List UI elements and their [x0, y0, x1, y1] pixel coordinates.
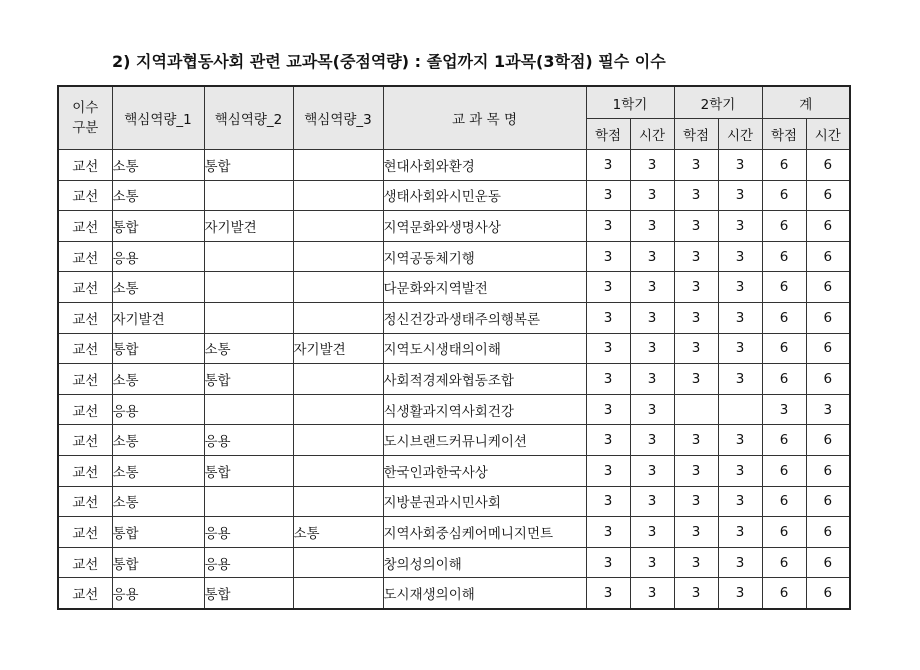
sem2-credits-cell: 3 — [674, 547, 718, 578]
competency1-cell: 통합 — [112, 517, 204, 548]
total-hours-cell: 6 — [806, 486, 850, 517]
header-comp1: 핵심역량_1 — [112, 86, 204, 150]
completion-type-cell: 교선 — [58, 272, 112, 303]
table-row — [58, 180, 850, 211]
table-row — [58, 211, 850, 242]
competency1-cell: 소통 — [112, 150, 204, 181]
header-type-line2: 구분 — [72, 120, 99, 136]
sem2-hours-cell: 3 — [718, 241, 762, 272]
sem2-hours-cell — [718, 394, 762, 425]
completion-type-cell: 교선 — [58, 180, 112, 211]
competency3-cell — [293, 150, 383, 181]
header-sem1-credits: 학점 — [586, 119, 630, 150]
competency2-cell — [204, 302, 293, 333]
completion-type-cell: 교선 — [58, 394, 112, 425]
competency1-cell: 자기발견 — [112, 302, 204, 333]
sem1-credits-cell: 3 — [586, 394, 630, 425]
competency3-cell — [293, 272, 383, 303]
header-type — [58, 86, 112, 150]
sem1-hours-cell: 3 — [630, 272, 674, 303]
sem2-hours-cell: 3 — [718, 211, 762, 242]
table-row — [58, 272, 850, 303]
competency1-cell: 통합 — [112, 211, 204, 242]
competency1-cell: 응용 — [112, 394, 204, 425]
sem2-hours-cell: 3 — [718, 150, 762, 181]
sem1-credits-cell: 3 — [586, 180, 630, 211]
completion-type-cell: 교선 — [58, 241, 112, 272]
sem2-credits-cell — [674, 394, 718, 425]
header-course-name: 교 과 목 명 — [383, 86, 586, 150]
competency2-cell: 자기발견 — [204, 211, 293, 242]
total-hours-cell: 6 — [806, 272, 850, 303]
table-row — [58, 578, 850, 609]
header-type-line1: 이수 — [72, 100, 99, 116]
completion-type-cell: 교선 — [58, 455, 112, 486]
course-name-cell: 다문화와지역발전 — [383, 272, 586, 303]
sem1-credits-cell: 3 — [586, 547, 630, 578]
sem2-credits-cell: 3 — [674, 333, 718, 364]
sem2-hours-cell: 3 — [718, 333, 762, 364]
header-comp3: 핵심역량_3 — [293, 86, 383, 150]
total-credits-cell: 6 — [762, 150, 806, 181]
competency3-cell — [293, 455, 383, 486]
total-credits-cell: 3 — [762, 394, 806, 425]
table-row — [58, 517, 850, 548]
total-hours-cell: 3 — [806, 394, 850, 425]
sem2-hours-cell: 3 — [718, 425, 762, 456]
sem1-hours-cell: 3 — [630, 241, 674, 272]
sem2-hours-cell: 3 — [718, 517, 762, 548]
header-total: 계 — [762, 86, 850, 119]
sem2-hours-cell: 3 — [718, 547, 762, 578]
sem1-credits-cell: 3 — [586, 302, 630, 333]
completion-type-cell: 교선 — [58, 150, 112, 181]
sem1-credits-cell: 3 — [586, 455, 630, 486]
sem2-hours-cell: 3 — [718, 272, 762, 303]
competency3-cell — [293, 241, 383, 272]
total-credits-cell: 6 — [762, 364, 806, 395]
sem2-hours-cell: 3 — [718, 180, 762, 211]
sem1-hours-cell: 3 — [630, 180, 674, 211]
course-name-cell: 도시브랜드커뮤니케이션 — [383, 425, 586, 456]
sem2-credits-cell: 3 — [674, 150, 718, 181]
completion-type-cell: 교선 — [58, 547, 112, 578]
sem2-credits-cell: 3 — [674, 455, 718, 486]
course-name-cell: 사회적경제와협동조합 — [383, 364, 586, 395]
sem2-credits-cell: 3 — [674, 578, 718, 609]
sem2-credits-cell: 3 — [674, 517, 718, 548]
course-name-cell: 식생활과지역사회건강 — [383, 394, 586, 425]
header-semester1: 1학기 — [586, 86, 674, 119]
competency1-cell: 응용 — [112, 578, 204, 609]
competency2-cell: 통합 — [204, 455, 293, 486]
completion-type-cell: 교선 — [58, 364, 112, 395]
section-title: 2) 지역과협동사회 관련 교과목(중점역량) : 졸업까지 1과목(3학점) 필수 이수 — [112, 52, 666, 71]
sem2-credits-cell: 3 — [674, 211, 718, 242]
competency1-cell: 소통 — [112, 180, 204, 211]
total-hours-cell: 6 — [806, 517, 850, 548]
competency3-cell — [293, 302, 383, 333]
total-hours-cell: 6 — [806, 425, 850, 456]
total-hours-cell: 6 — [806, 211, 850, 242]
sem1-credits-cell: 3 — [586, 150, 630, 181]
competency1-cell: 소통 — [112, 425, 204, 456]
header-comp2: 핵심역량_2 — [204, 86, 293, 150]
competency1-cell: 소통 — [112, 272, 204, 303]
competency3-cell — [293, 578, 383, 609]
competency3-cell — [293, 547, 383, 578]
competency1-cell: 통합 — [112, 333, 204, 364]
sem2-credits-cell: 3 — [674, 425, 718, 456]
sem2-hours-cell: 3 — [718, 578, 762, 609]
sem1-hours-cell: 3 — [630, 547, 674, 578]
competency1-cell: 소통 — [112, 455, 204, 486]
table-row — [58, 486, 850, 517]
header-total-hours: 시간 — [806, 119, 850, 150]
table-row — [58, 547, 850, 578]
sem1-hours-cell: 3 — [630, 364, 674, 395]
competency2-cell: 소통 — [204, 333, 293, 364]
sem2-hours-cell: 3 — [718, 455, 762, 486]
course-name-cell: 현대사회와환경 — [383, 150, 586, 181]
sem1-credits-cell: 3 — [586, 211, 630, 242]
total-credits-cell: 6 — [762, 302, 806, 333]
total-hours-cell: 6 — [806, 150, 850, 181]
competency2-cell: 통합 — [204, 578, 293, 609]
header-sem2-credits: 학점 — [674, 119, 718, 150]
header-semester2: 2학기 — [674, 86, 762, 119]
table-row — [58, 302, 850, 333]
competency2-cell: 통합 — [204, 150, 293, 181]
total-hours-cell: 6 — [806, 364, 850, 395]
sem1-hours-cell: 3 — [630, 302, 674, 333]
sem2-credits-cell: 3 — [674, 180, 718, 211]
competency3-cell — [293, 425, 383, 456]
completion-type-cell: 교선 — [58, 302, 112, 333]
sem2-credits-cell: 3 — [674, 241, 718, 272]
competency1-cell: 응용 — [112, 241, 204, 272]
course-name-cell: 생태사회와시민운동 — [383, 180, 586, 211]
competency1-cell: 소통 — [112, 486, 204, 517]
total-credits-cell: 6 — [762, 578, 806, 609]
sem1-hours-cell: 3 — [630, 394, 674, 425]
course-rows — [58, 150, 850, 609]
sem1-hours-cell: 3 — [630, 425, 674, 456]
competency2-cell — [204, 272, 293, 303]
total-hours-cell: 6 — [806, 455, 850, 486]
header-total-credits: 학점 — [762, 119, 806, 150]
total-credits-cell: 6 — [762, 455, 806, 486]
table-row — [58, 425, 850, 456]
course-name-cell: 정신건강과생태주의행복론 — [383, 302, 586, 333]
sem1-credits-cell: 3 — [586, 517, 630, 548]
total-hours-cell: 6 — [806, 333, 850, 364]
table-row — [58, 333, 850, 364]
sem1-credits-cell: 3 — [586, 364, 630, 395]
sem1-hours-cell: 3 — [630, 333, 674, 364]
total-credits-cell: 6 — [762, 517, 806, 548]
competency2-cell — [204, 486, 293, 517]
course-name-cell: 지방분권과시민사회 — [383, 486, 586, 517]
total-credits-cell: 6 — [762, 211, 806, 242]
competency2-cell: 통합 — [204, 364, 293, 395]
sem1-hours-cell: 3 — [630, 455, 674, 486]
course-name-cell: 지역사회중심케어메니지먼트 — [383, 517, 586, 548]
total-hours-cell: 6 — [806, 241, 850, 272]
total-credits-cell: 6 — [762, 547, 806, 578]
total-credits-cell: 6 — [762, 486, 806, 517]
competency1-cell: 소통 — [112, 364, 204, 395]
competency3-cell: 소통 — [293, 517, 383, 548]
table-row — [58, 241, 850, 272]
competency2-cell — [204, 180, 293, 211]
competency2-cell: 응용 — [204, 547, 293, 578]
completion-type-cell: 교선 — [58, 517, 112, 548]
course-name-cell: 지역문화와생명사상 — [383, 211, 586, 242]
table-row — [58, 150, 850, 181]
header-sem2-hours: 시간 — [718, 119, 762, 150]
sem1-hours-cell: 3 — [630, 150, 674, 181]
competency3-cell: 자기발견 — [293, 333, 383, 364]
sem1-credits-cell: 3 — [586, 241, 630, 272]
completion-type-cell: 교선 — [58, 486, 112, 517]
sem1-credits-cell: 3 — [586, 486, 630, 517]
sem1-hours-cell: 3 — [630, 517, 674, 548]
total-credits-cell: 6 — [762, 180, 806, 211]
completion-type-cell: 교선 — [58, 425, 112, 456]
sem2-credits-cell: 3 — [674, 272, 718, 303]
header-sem1-hours: 시간 — [630, 119, 674, 150]
completion-type-cell: 교선 — [58, 578, 112, 609]
sem2-credits-cell: 3 — [674, 364, 718, 395]
course-name-cell: 창의성의이해 — [383, 547, 586, 578]
total-hours-cell: 6 — [806, 180, 850, 211]
competency2-cell: 응용 — [204, 517, 293, 548]
table-row — [58, 394, 850, 425]
sem2-hours-cell: 3 — [718, 486, 762, 517]
sem1-credits-cell: 3 — [586, 425, 630, 456]
total-hours-cell: 6 — [806, 302, 850, 333]
total-credits-cell: 6 — [762, 272, 806, 303]
course-name-cell: 지역도시생태의이해 — [383, 333, 586, 364]
competency3-cell — [293, 180, 383, 211]
total-credits-cell: 6 — [762, 333, 806, 364]
competency3-cell — [293, 211, 383, 242]
total-hours-cell: 6 — [806, 547, 850, 578]
sem1-credits-cell: 3 — [586, 272, 630, 303]
course-name-cell: 한국인과한국사상 — [383, 455, 586, 486]
total-credits-cell: 6 — [762, 241, 806, 272]
completion-type-cell: 교선 — [58, 211, 112, 242]
sem2-credits-cell: 3 — [674, 486, 718, 517]
competency2-cell — [204, 394, 293, 425]
completion-type-cell: 교선 — [58, 333, 112, 364]
competency2-cell: 응용 — [204, 425, 293, 456]
competency3-cell — [293, 364, 383, 395]
competency3-cell — [293, 486, 383, 517]
total-hours-cell: 6 — [806, 578, 850, 609]
sem2-hours-cell: 3 — [718, 364, 762, 395]
sem1-hours-cell: 3 — [630, 578, 674, 609]
sem1-credits-cell: 3 — [586, 333, 630, 364]
competency3-cell — [293, 394, 383, 425]
sem1-hours-cell: 3 — [630, 211, 674, 242]
sem2-credits-cell: 3 — [674, 302, 718, 333]
total-credits-cell: 6 — [762, 425, 806, 456]
table-row — [58, 455, 850, 486]
course-name-cell: 지역공동체기행 — [383, 241, 586, 272]
table-row — [58, 364, 850, 395]
competency2-cell — [204, 241, 293, 272]
course-name-cell: 도시재생의이해 — [383, 578, 586, 609]
course-table — [57, 85, 851, 610]
sem2-hours-cell: 3 — [718, 302, 762, 333]
competency1-cell: 통합 — [112, 547, 204, 578]
sem1-hours-cell: 3 — [630, 486, 674, 517]
sem1-credits-cell: 3 — [586, 578, 630, 609]
